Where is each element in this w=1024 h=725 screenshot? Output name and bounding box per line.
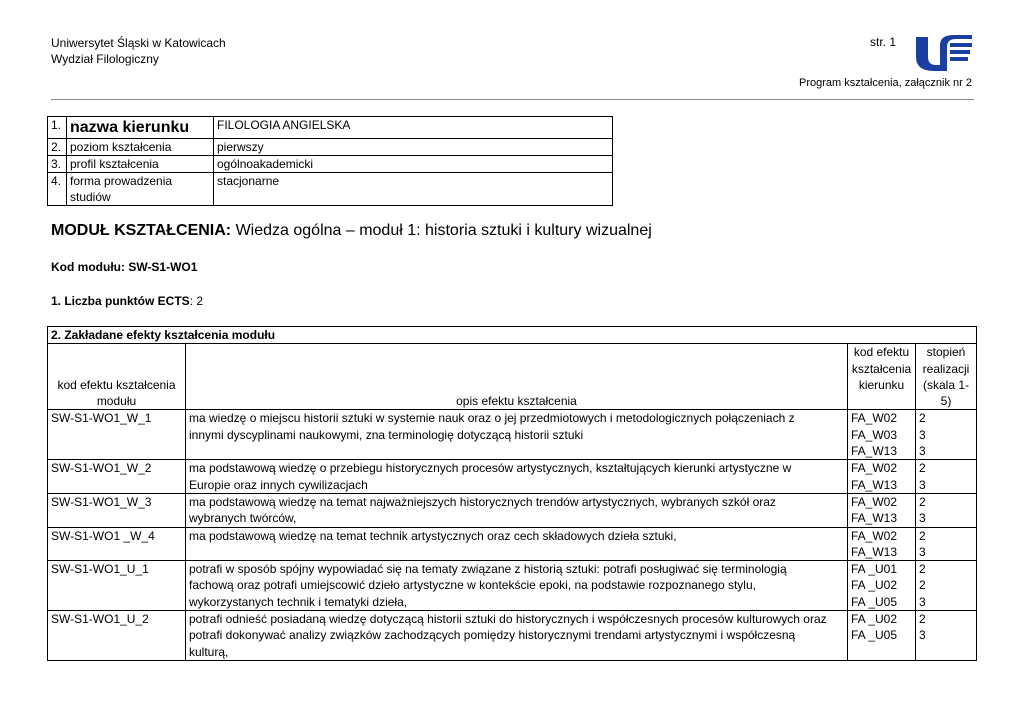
outcome-description-cell [186,460,848,494]
column-header-description: opis efektu kształcenia [186,344,848,410]
outcome-description: potrafi odnieść posiadaną wiedzę dotyczącą historii sztuki do historycznych i współczesnych procesów kulturowych oraz [189,612,827,627]
direction-code: FA_W13 [851,544,898,559]
realization-level: 3 [919,444,926,459]
realization-level: 2 [919,494,926,509]
realization-level-cell [916,493,977,527]
outcome-description: ma wiedzę o miejscu historii sztuki w systemie nauk oraz o jej przedmiotowych i metodologicznych połączeniach z [189,411,795,426]
direction-code-cell [848,410,916,460]
outcome-description: wykorzystanych technik i tematyki dzieła, [189,594,408,609]
direction-code-cell [848,561,916,611]
outcome-code: SW-S1-WO1_W_2 [48,460,186,494]
direction-code: FA _U05 [851,628,898,643]
column-header-direction-code: kod efektu kształcenia kierunku [848,344,916,410]
program-note: Program kształcenia, załącznik nr 2 [798,77,972,89]
table-title-row [48,327,977,344]
field-value: FILOLOGIA ANGIELSKA [214,117,613,139]
table-header-row [48,344,977,410]
outcome-description-cell [186,527,848,561]
outcome-description-cell [186,561,848,611]
direction-code: FA_W13 [851,477,898,492]
direction-code: FA_W13 [851,511,898,526]
outcome-code: SW-S1-WO1_U_1 [48,561,186,611]
ects-value: : 2 [189,294,204,308]
outcome-description: potrafi dokonywać analizy związków zachodzących pomiędzy historycznymi trendami artystycznymi i współczesną [189,628,796,643]
direction-code: FA _U01 [851,562,898,577]
table-row [48,493,977,527]
realization-level-cell [916,527,977,561]
table-row [48,460,977,494]
outcome-description: ma podstawową wiedzę o przebiegu historycznych procesów artystycznych, kształtujących kierunki artystyczne w [189,461,792,476]
module-name: Wiedza ogólna – moduł 1: historia sztuki i kultury wizualnej [231,222,652,239]
realization-level: 2 [919,461,926,476]
field-value: ogólnoakademicki [214,156,613,173]
page-number: str. 1 [870,35,897,49]
realization-level-cell [916,611,977,661]
column-header-level: stopień realizacji (skala 1-5) [916,344,977,410]
row-number: 4. [48,173,67,206]
realization-level: 3 [919,544,926,559]
table-title: 2. Zakładane efekty kształcenia modułu [48,327,977,344]
direction-code: FA_W02 [851,528,898,543]
direction-code: FA_W02 [851,494,898,509]
module-heading [51,220,652,242]
outcome-description-cell [186,611,848,661]
module-code: Kod modułu: SW-S1-WO1 [51,260,198,274]
realization-level-cell [916,410,977,460]
table-row [48,139,613,156]
direction-code: FA_W02 [851,411,898,426]
outcome-description: potrafi w sposób spójny wypowiadać się na tematy związane z historią sztuki: potrafi posługiwać się terminologią [189,562,787,577]
table-row [48,173,613,206]
outcome-description: ma podstawową wiedzę na temat technik artystycznych oraz cech składowych dzieła sztuki, [189,528,677,543]
table-row [48,561,977,611]
field-label: nazwa kierunku [67,117,214,139]
ects-label: 1. Liczba punktów ECTS [51,294,190,308]
row-number: 3. [48,156,67,173]
row-number: 2. [48,139,67,156]
outcome-code: SW-S1-WO1_W_3 [48,493,186,527]
direction-code: FA _U02 [851,612,898,627]
realization-level-cell [916,561,977,611]
realization-level: 3 [919,477,926,492]
table-row [48,156,613,173]
direction-code-cell [848,527,916,561]
university-logo-icon [914,31,974,75]
direction-code-cell [848,460,916,494]
header-divider [51,99,974,100]
outcome-description: fachową oraz potrafi umiejscowić dzieło artystyczne w kontekście epoki, na podstawie rozpoznanego stylu, [189,578,756,593]
realization-level: 2 [919,578,926,593]
outcome-code: SW-S1-WO1 _W_4 [48,527,186,561]
outcome-description-cell [186,410,848,460]
outcome-description: Europie oraz innych cywilizacjach [189,477,368,492]
learning-outcomes-table [47,326,977,661]
outcome-description: wybranych twórców, [189,511,297,526]
field-label: poziom kształcenia [67,139,214,156]
outcome-description: innymi dyscyplinami naukowymi, zna terminologię dotyczącą historii sztuki [189,427,584,442]
realization-level: 2 [919,562,926,577]
realization-level: 2 [919,528,926,543]
faculty-name: Wydział Filologiczny [51,52,159,66]
ects-points [51,294,203,308]
header-institution [51,35,226,67]
field-label: forma prowadzenia studiów [67,173,214,206]
direction-code: FA _U02 [851,578,898,593]
direction-code: FA_W13 [851,444,898,459]
module-heading-prefix: MODUŁ KSZTAŁCENIA: [51,222,232,239]
realization-level: 3 [919,511,926,526]
direction-code-cell [848,493,916,527]
field-value: pierwszy [214,139,613,156]
direction-code: FA_W03 [851,427,898,442]
university-name: Uniwersytet Śląski w Katowicach [51,36,226,50]
table-row [48,117,613,139]
table-row [48,410,977,460]
realization-level: 3 [919,594,926,609]
field-value: stacjonarne [214,173,613,206]
outcome-code: SW-S1-WO1_W_1 [48,410,186,460]
realization-level: 2 [919,612,926,627]
outcome-description-cell [186,493,848,527]
row-number: 1. [48,117,67,139]
direction-code: FA _U05 [851,594,898,609]
realization-level-cell [916,460,977,494]
field-label: profil kształcenia [67,156,214,173]
direction-code: FA_W02 [851,461,898,476]
table-row [48,527,977,561]
direction-code-cell [848,611,916,661]
program-info-table [47,116,613,206]
table-row [48,611,977,661]
outcome-code: SW-S1-WO1_U_2 [48,611,186,661]
realization-level: 3 [919,427,926,442]
realization-level: 3 [919,628,926,643]
outcome-description: kulturą, [189,644,229,659]
realization-level: 2 [919,411,926,426]
column-header-code: kod efektu kształcenia modułu [48,344,186,410]
outcome-description: ma podstawową wiedzę na temat najważniejszych historycznych trendów artystycznych, wybranych szkół oraz [189,494,776,509]
